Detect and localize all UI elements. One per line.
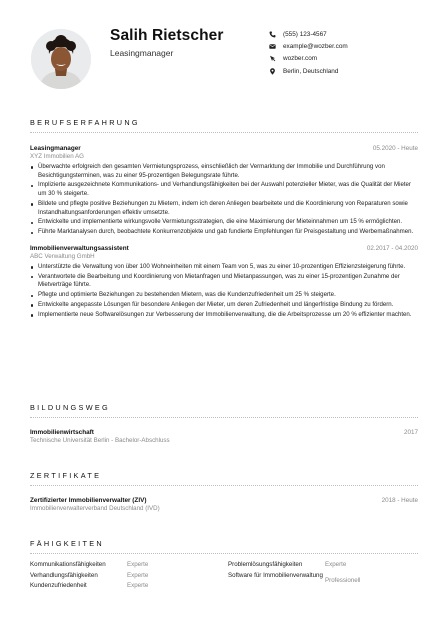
list-item: Unterstützte die Verwaltung von über 100 Wohneinheiten mit einem Team von 5, was zu einer 10-prozentigen Effizienzsteigerung führte.	[30, 263, 418, 272]
date-range: 2017	[403, 429, 418, 436]
list-item: Überwachte erfolgreich den gesamten Vermietungsprozess, einschließlich der Vermarktung der Immobilie und Durchführung von Besichtigungsterminen, was zu einer 95-prozentigen Belegungsrate führte.	[30, 163, 418, 180]
job-title: Leasingmanager	[30, 145, 81, 152]
experience-entry	[30, 245, 418, 320]
list-item: Pflegte und optimierte Beziehungen zu bestehenden Mietern, was die Kundenzufriedenheit um 25 % steigerte.	[30, 291, 418, 300]
skill-name: Kundenzufriedenheit	[30, 582, 87, 589]
list-item: Bildete und pflegte positive Beziehungen zu Mietern, indem ich deren Anliegen bearbeitete und die Koordinierung von Reparaturen sowie Instandhaltungsanforderungen effektiv umsetzte.	[30, 200, 418, 217]
contact-email[interactable]	[268, 40, 348, 52]
contact-list	[268, 28, 348, 77]
skill-name: Software für Immobilienverwaltung	[228, 571, 323, 579]
email-icon	[268, 42, 277, 51]
certificates-section	[30, 471, 418, 512]
date-range: 2018 - Heute	[381, 497, 418, 504]
contact-text: Berlin, Deutschland	[283, 67, 339, 75]
degree-title: Immobilienwirtschaft	[30, 429, 94, 436]
person-name: Salih Rietscher	[110, 27, 224, 44]
list-item: Entwickelte und implementierte wirkungsvolle Vermietungsstrategien, die eine Maximierung der Mieteinnahmen um 15 % ermöglichten.	[30, 218, 418, 227]
date-range: 02.2017 - 04.2020	[366, 244, 418, 252]
certificate-issuer: Immobilienverwalterverband Deutschland (IVD)	[30, 505, 160, 512]
company-name: XYZ Immobilien AG	[30, 153, 84, 160]
section-title: BILDUNGSWEG	[30, 403, 418, 418]
experience-entry	[30, 145, 418, 237]
person-icon	[31, 29, 91, 89]
skill-level: Experte	[127, 561, 149, 568]
list-item: Führte Marktanalysen durch, beobachtete Konkurrenzobjekte und gab fundierte Empfehlungen für Preisgestaltung und Werbemaßnahmen.	[30, 228, 418, 237]
contact-phone[interactable]	[268, 28, 348, 40]
certificate-entry	[30, 497, 418, 512]
experience-section	[30, 118, 418, 321]
profile-photo	[31, 29, 91, 89]
skill-name: Problemlösungsfähigkeiten	[228, 561, 303, 568]
website-icon	[268, 54, 277, 63]
skill-level: Experte	[325, 561, 347, 568]
bullet-list	[30, 163, 418, 237]
certificate-title: Zertifizierter Immobilienverwalter (ZIV)	[30, 497, 147, 504]
list-item: Verantwortete die Bearbeitung und Koordinierung von Mietanfragen und Mietanpassungen, was zu einer 15-prozentigen Zunahme der Mietverträge führte.	[30, 273, 418, 290]
skill-level: Experte	[127, 582, 149, 589]
bullet-list	[30, 263, 418, 320]
education-section	[30, 403, 418, 444]
person-role: Leasingmanager	[110, 48, 174, 58]
list-item: Implementierte neue Softwarelösungen zur Verbesserung der Immobilienverwaltung, die die Arbeitsprozesse um 20 % effizienter machten.	[30, 311, 418, 320]
contact-website[interactable]	[268, 53, 348, 65]
skills-section	[30, 539, 418, 590]
job-title: Immobilienverwaltungsassistent	[30, 244, 129, 252]
date-range: 05.2020 - Heute	[372, 145, 418, 152]
contact-location	[268, 65, 348, 77]
list-item: Implizierte ausgezeichnete Kommunikations- und Verhandlungsfähigkeiten bei der Auswahl potenzieller Mieter, was die Qualität der Mieter um 30 % steigerte.	[30, 181, 418, 198]
section-title: ZERTIFIKATE	[30, 471, 418, 486]
skill-name: Verhandlungsfähigkeiten	[30, 571, 98, 579]
phone-icon	[268, 30, 277, 39]
education-entry	[30, 429, 418, 444]
section-title: FÄHIGKEITEN	[30, 539, 418, 554]
skill-level: Experte	[127, 571, 149, 579]
contact-text: wozber.com	[283, 55, 318, 63]
section-title: BERUFSERFAHRUNG	[30, 118, 418, 133]
institution: Technische Universität Berlin - Bachelor-Abschluss	[30, 437, 170, 444]
location-icon	[268, 67, 277, 76]
contact-text: (555) 123-4567	[283, 30, 327, 38]
skills-grid	[30, 561, 418, 590]
company-name: ABC Verwaltung GmbH	[30, 252, 95, 260]
skill-name: Kommunikationsfähigkeiten	[30, 561, 106, 568]
skill-level: Professionell	[325, 576, 361, 584]
contact-text: example@wozber.com	[283, 42, 348, 50]
resume-header	[0, 0, 448, 100]
list-item: Entwickelte angepasste Lösungen für besondere Anliegen der Mieter, um deren Zufriedenheit und längerfristige Bindung zu fördern.	[30, 301, 418, 310]
